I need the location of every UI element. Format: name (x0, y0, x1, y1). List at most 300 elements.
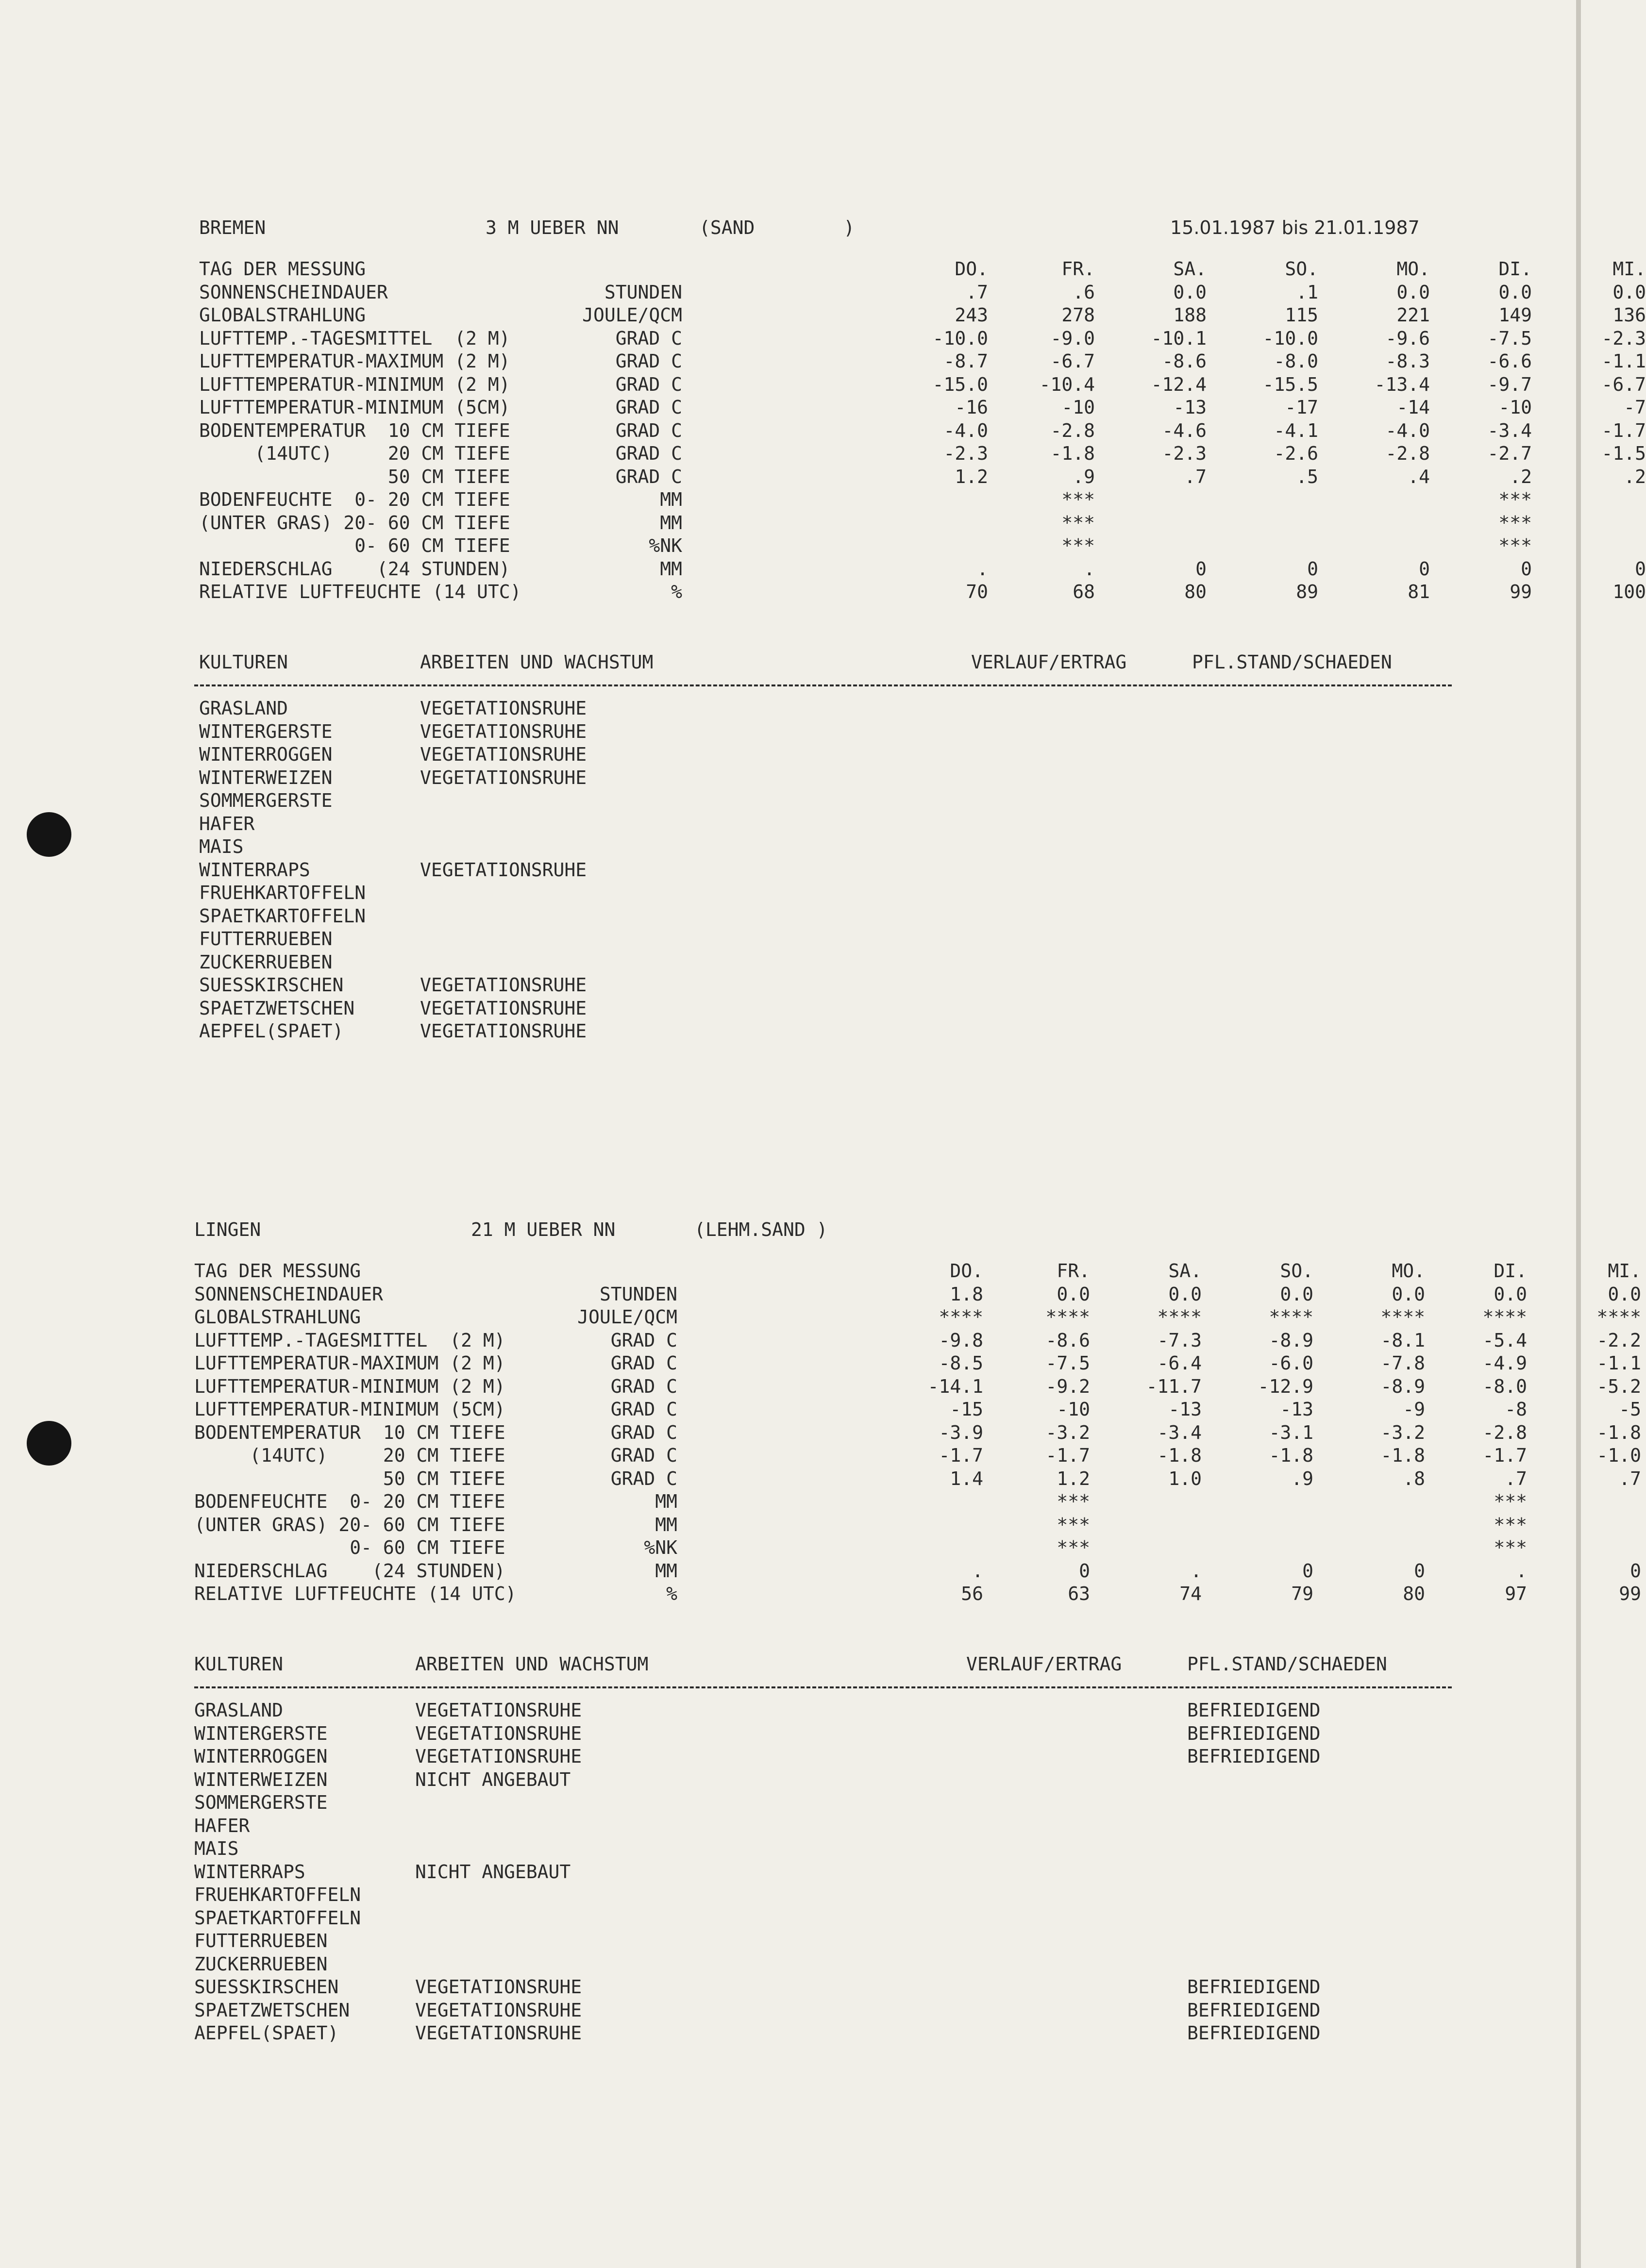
cell-value: -8.6 (1162, 350, 1207, 372)
row-unit: GRAD C (610, 1375, 677, 1397)
cell-value: -6.7 (1601, 373, 1646, 395)
cell-value: -2.3 (943, 443, 988, 464)
crop-work: VEGETATIONSRUHE (415, 1722, 582, 1744)
cell-value: . (972, 1560, 983, 1582)
cell-value: -1.8 (1050, 443, 1095, 464)
crop-name: FRUEHKARTOFFELN (194, 1884, 361, 1905)
cell-value: .1 (1296, 281, 1318, 303)
row-unit: GRAD C (615, 350, 682, 372)
cell-value: 0.0 (1280, 1283, 1313, 1305)
cell-value: -10.1 (1151, 327, 1207, 349)
cell-value: -1.7 (1601, 419, 1646, 441)
cell-value: *** (1498, 512, 1532, 534)
row-unit: %NK (649, 535, 682, 556)
cell-value: FR. (1057, 1260, 1090, 1282)
cell-value: MI. (1608, 1260, 1641, 1282)
crop-work: VEGETATIONSRUHE (420, 698, 587, 719)
cell-value: 0.0 (1612, 281, 1646, 303)
cell-value: -7.5 (1045, 1352, 1090, 1374)
cell-value: *** (1057, 1491, 1090, 1512)
crop-name: WINTERWEIZEN (194, 1768, 328, 1790)
row-label: (14UTC) 20 CM TIEFE (199, 443, 510, 464)
cell-value: -9 (1403, 1399, 1425, 1420)
cell-value: 0.0 (1494, 1283, 1527, 1305)
cell-value: 115 (1285, 304, 1318, 326)
cell-value: -3.2 (1380, 1421, 1425, 1443)
cell-value: 1.2 (955, 466, 988, 487)
cell-value: 0 (1414, 1560, 1425, 1582)
cell-value: *** (1057, 1537, 1090, 1558)
crop-work: VEGETATIONSRUHE (420, 1020, 587, 1042)
row-unit: GRAD C (610, 1399, 677, 1420)
cell-value: 99 (1619, 1583, 1641, 1604)
cell-value: FR. (1061, 258, 1095, 280)
cell-value: 89 (1296, 581, 1318, 602)
cell-value: .7 (966, 281, 988, 303)
row-label: LUFTTEMP.-TAGESMITTEL (2 M) (194, 1329, 505, 1351)
cell-value: -3.4 (1487, 419, 1532, 441)
cell-value: -9.7 (1487, 373, 1532, 395)
cell-value: 136 (1612, 304, 1646, 326)
cell-value: -1.8 (1596, 1421, 1641, 1443)
row-unit: MM (655, 1514, 677, 1535)
crop-work: NICHT ANGEBAUT (415, 1768, 571, 1790)
cell-value: SO. (1285, 258, 1318, 280)
crop-state: BEFRIEDIGEND (1187, 1999, 1321, 2021)
crop-name: WINTERRAPS (199, 859, 310, 881)
cell-value: *** (1494, 1491, 1527, 1512)
crop-name: WINTERGERSTE (194, 1722, 328, 1744)
crop-name: SUESSKIRSCHEN (199, 974, 344, 996)
cell-value: 0 (1302, 1560, 1313, 1582)
cell-value: 221 (1396, 304, 1430, 326)
cell-value: .2 (1510, 466, 1532, 487)
cell-value: -13.4 (1374, 373, 1430, 395)
cell-value: -8.9 (1269, 1329, 1313, 1351)
cell-value: -3.9 (939, 1421, 983, 1443)
cell-value: -15 (950, 1399, 983, 1420)
row-unit: MM (660, 489, 682, 510)
row-label: (UNTER GRAS) 20- 60 CM TIEFE (199, 512, 510, 534)
cell-value: **** (1157, 1306, 1202, 1328)
crop-name: SOMMERGERSTE (199, 790, 333, 811)
cell-value: -2.6 (1274, 443, 1318, 464)
cell-value: -2.8 (1050, 419, 1095, 441)
cell-value: *** (1498, 489, 1532, 510)
cell-value: MI. (1612, 258, 1646, 280)
row-unit: GRAD C (610, 1468, 677, 1489)
crop-work: VEGETATIONSRUHE (420, 744, 587, 765)
crop-name: WINTERRAPS (194, 1861, 305, 1883)
row-label: LUFTTEMPERATUR-MINIMUM (2 M) (194, 1375, 505, 1397)
cell-value: 0.0 (1057, 1283, 1090, 1305)
row-label: NIEDERSCHLAG (24 STUNDEN) (194, 1560, 505, 1582)
row-label: (UNTER GRAS) 20- 60 CM TIEFE (194, 1514, 505, 1535)
crop-name: FUTTERRUEBEN (194, 1930, 328, 1951)
crop-work: VEGETATIONSRUHE (420, 997, 587, 1019)
date-range: 15.01.1987 bis 21.01.1987 (1170, 217, 1420, 238)
cell-value: -6.6 (1487, 350, 1532, 372)
crops-divider (194, 1686, 1452, 1688)
cell-value: -6.4 (1157, 1352, 1202, 1374)
crop-work: VEGETATIONSRUHE (420, 859, 587, 881)
cell-value: -9.6 (1385, 327, 1430, 349)
cell-value: . (1084, 558, 1095, 580)
crop-name: MAIS (194, 1838, 239, 1859)
row-unit: GRAD C (615, 466, 682, 487)
cell-value: -14.1 (927, 1375, 983, 1397)
row-unit: GRAD C (615, 419, 682, 441)
crop-name: SPAETZWETSCHEN (199, 997, 355, 1019)
crop-name: SPAETKARTOFFELN (199, 905, 366, 927)
cell-value: *** (1498, 535, 1532, 556)
cell-value: -10 (1057, 1399, 1090, 1420)
cell-value: .6 (1073, 281, 1095, 303)
station-name: BREMEN (199, 217, 266, 238)
cell-value: -4.6 (1162, 419, 1207, 441)
crop-name: MAIS (199, 836, 244, 857)
cell-value: -8.1 (1380, 1329, 1425, 1351)
station-name: LINGEN (194, 1219, 261, 1240)
crop-work: VEGETATIONSRUHE (415, 1976, 582, 1998)
cell-value: -7.3 (1157, 1329, 1202, 1351)
crop-name: SOMMERGERSTE (194, 1792, 328, 1813)
cell-value: 0.0 (1608, 1283, 1641, 1305)
crop-name: FUTTERRUEBEN (199, 928, 333, 950)
row-label: NIEDERSCHLAG (24 STUNDEN) (199, 558, 510, 580)
row-label: RELATIVE LUFTFEUCHTE (14 UTC) (194, 1583, 517, 1604)
row-unit: JOULE/QCM (577, 1306, 677, 1328)
row-label: LUFTTEMPERATUR-MINIMUM (2 M) (199, 373, 510, 395)
cell-value: -16 (955, 397, 988, 418)
row-unit: GRAD C (610, 1445, 677, 1466)
cell-value: . (1191, 1560, 1202, 1582)
row-unit: MM (660, 512, 682, 534)
cell-value: 63 (1068, 1583, 1090, 1604)
cell-value: **** (1380, 1306, 1425, 1328)
row-label: GLOBALSTRAHLUNG (199, 304, 366, 326)
cell-value: -9.2 (1045, 1375, 1090, 1397)
row-unit: MM (655, 1560, 677, 1582)
cell-value: **** (1045, 1306, 1090, 1328)
cell-value: **** (1269, 1306, 1313, 1328)
cell-value: **** (1596, 1306, 1641, 1328)
cell-value: -4.0 (943, 419, 988, 441)
cell-value: -3.2 (1045, 1421, 1090, 1443)
cell-value: -8.6 (1045, 1329, 1090, 1351)
cell-value: -4.0 (1385, 419, 1430, 441)
row-unit: % (666, 1583, 677, 1604)
cell-value: -1.7 (1045, 1445, 1090, 1466)
crop-state: BEFRIEDIGEND (1187, 1746, 1321, 1767)
row-unit: MM (655, 1491, 677, 1512)
cell-value: 0.0 (1392, 1283, 1425, 1305)
crop-name: WINTERGERSTE (199, 720, 333, 742)
cell-value: -10 (1498, 397, 1532, 418)
row-label: LUFTTEMPERATUR-MAXIMUM (2 M) (199, 350, 510, 372)
cell-value: -1.8 (1157, 1445, 1202, 1466)
row-unit: GRAD C (610, 1421, 677, 1443)
cell-value: 188 (1173, 304, 1207, 326)
station-soil: (LEHM.SAND ) (694, 1219, 828, 1240)
row-label: 50 CM TIEFE (199, 466, 510, 487)
row-label: BODENTEMPERATUR 10 CM TIEFE (194, 1421, 505, 1443)
cell-value: -1.8 (1380, 1445, 1425, 1466)
crop-name: GRASLAND (199, 698, 288, 719)
cell-value: 1.8 (950, 1283, 983, 1305)
cell-value: -8.0 (1274, 350, 1318, 372)
row-label: GLOBALSTRAHLUNG (194, 1306, 361, 1328)
cell-value: -2.8 (1482, 1421, 1527, 1443)
cell-value: DI. (1498, 258, 1532, 280)
row-unit: % (671, 581, 682, 602)
station-soil: (SAND ) (699, 217, 855, 238)
cell-value: -2.7 (1487, 443, 1532, 464)
cell-value: 0 (1195, 558, 1207, 580)
cell-value: 243 (955, 304, 988, 326)
row-unit: %NK (644, 1537, 677, 1558)
cell-value: -10.0 (1262, 327, 1318, 349)
cell-value: 70 (966, 581, 988, 602)
cell-value: -7.5 (1487, 327, 1532, 349)
cell-value: . (1516, 1560, 1527, 1582)
cell-value: . (977, 558, 988, 580)
cell-value: -2.2 (1596, 1329, 1641, 1351)
cell-value: .4 (1408, 466, 1430, 487)
cell-value: 100 (1612, 581, 1646, 602)
row-label: LUFTTEMPERATUR-MINIMUM (5CM) (199, 397, 510, 418)
cell-value: -8.9 (1380, 1375, 1425, 1397)
cell-value: 278 (1061, 304, 1095, 326)
crops-header-col1: KULTUREN (199, 651, 288, 673)
cell-value: .5 (1296, 466, 1318, 487)
cell-value: 80 (1184, 581, 1207, 602)
cell-value: **** (939, 1306, 983, 1328)
cell-value: DO. (955, 258, 988, 280)
cell-value: 0 (1307, 558, 1318, 580)
cell-value: 80 (1403, 1583, 1425, 1604)
cell-value: MO. (1396, 258, 1430, 280)
cell-value: -1.7 (939, 1445, 983, 1466)
row-unit: MM (660, 558, 682, 580)
crops-header-col3: VERLAUF/ERTRAG (966, 1653, 1122, 1675)
cell-value: -3.1 (1269, 1421, 1313, 1443)
row-label: LUFTTEMPERATUR-MINIMUM (5CM) (194, 1399, 505, 1420)
cell-value: -10.0 (932, 327, 988, 349)
cell-value: -5 (1619, 1399, 1641, 1420)
cell-value: -15.0 (932, 373, 988, 395)
row-label: 50 CM TIEFE (194, 1468, 505, 1489)
cell-value: -1.7 (1482, 1445, 1527, 1466)
cell-value: -6.0 (1269, 1352, 1313, 1374)
crop-work: NICHT ANGEBAUT (415, 1861, 571, 1883)
row-label: BODENFEUCHTE 0- 20 CM TIEFE (194, 1491, 505, 1512)
cell-value: *** (1061, 489, 1095, 510)
cell-value: 0.0 (1173, 281, 1207, 303)
row-label: TAG DER MESSUNG (199, 258, 366, 280)
cell-value: 1.0 (1168, 1468, 1202, 1489)
cell-value: 99 (1510, 581, 1532, 602)
row-label: 0- 60 CM TIEFE (194, 1537, 505, 1558)
cell-value: 74 (1179, 1583, 1202, 1604)
cell-value: -2.3 (1162, 443, 1207, 464)
cell-value: .8 (1403, 1468, 1425, 1489)
cell-value: -4.1 (1274, 419, 1318, 441)
crop-work: VEGETATIONSRUHE (420, 974, 587, 996)
crop-name: HAFER (194, 1815, 250, 1836)
cell-value: MO. (1392, 1260, 1425, 1282)
crop-name: WINTERROGGEN (199, 744, 333, 765)
cell-value: -14 (1396, 397, 1430, 418)
cell-value: -15.5 (1262, 373, 1318, 395)
cell-value: -12.4 (1151, 373, 1207, 395)
row-label: LUFTTEMPERATUR-MAXIMUM (2 M) (194, 1352, 505, 1374)
cell-value: DO. (950, 1260, 983, 1282)
cell-value: -13 (1168, 1399, 1202, 1420)
cell-value: *** (1494, 1514, 1527, 1535)
crops-header-col2: ARBEITEN UND WACHSTUM (420, 651, 654, 673)
crop-name: GRASLAND (194, 1700, 284, 1721)
cell-value: -8.0 (1482, 1375, 1527, 1397)
cell-value: SA. (1168, 1260, 1202, 1282)
row-label: (14UTC) 20 CM TIEFE (194, 1445, 505, 1466)
cell-value: -1.5 (1601, 443, 1646, 464)
cell-value: -4.9 (1482, 1352, 1527, 1374)
cell-value: -17 (1285, 397, 1318, 418)
cell-value: -1.1 (1601, 350, 1646, 372)
cell-value: .7 (1184, 466, 1207, 487)
punch-hole-bottom (27, 1421, 71, 1466)
row-label: SONNENSCHEINDAUER (199, 281, 388, 303)
row-label: RELATIVE LUFTFEUCHTE (14 UTC) (199, 581, 521, 602)
row-unit: GRAD C (615, 443, 682, 464)
crop-name: HAFER (199, 813, 255, 834)
row-unit: JOULE/QCM (582, 304, 682, 326)
row-unit: GRAD C (610, 1352, 677, 1374)
cell-value: 56 (961, 1583, 983, 1604)
cell-value: 79 (1291, 1583, 1313, 1604)
cell-value: .7 (1505, 1468, 1527, 1489)
crops-header-col2: ARBEITEN UND WACHSTUM (415, 1653, 649, 1675)
cell-value: -2.3 (1601, 327, 1646, 349)
crops-divider (194, 684, 1452, 686)
cell-value: 97 (1505, 1583, 1527, 1604)
crop-work: VEGETATIONSRUHE (420, 720, 587, 742)
row-unit: GRAD C (610, 1329, 677, 1351)
cell-value: -3.4 (1157, 1421, 1202, 1443)
cell-value: -13 (1173, 397, 1207, 418)
row-label: TAG DER MESSUNG (194, 1260, 361, 1282)
row-unit: GRAD C (615, 373, 682, 395)
row-label: 0- 60 CM TIEFE (199, 535, 510, 556)
row-unit: GRAD C (615, 397, 682, 418)
cell-value: *** (1061, 535, 1095, 556)
row-label: LUFTTEMP.-TAGESMITTEL (2 M) (199, 327, 510, 349)
crop-name: SUESSKIRSCHEN (194, 1976, 339, 1998)
crop-name: WINTERWEIZEN (199, 767, 333, 788)
crop-name: SPAETKARTOFFELN (194, 1907, 361, 1929)
cell-value: -9.0 (1050, 327, 1095, 349)
crop-name: WINTERROGGEN (194, 1746, 328, 1767)
cell-value: .9 (1291, 1468, 1313, 1489)
crop-name: AEPFEL(SPAET) (199, 1020, 344, 1042)
crops-header-col1: KULTUREN (194, 1653, 284, 1675)
crop-name: FRUEHKARTOFFELN (199, 882, 366, 903)
cell-value: 0 (1630, 1560, 1641, 1582)
cell-value: DI. (1494, 1260, 1527, 1282)
row-label: BODENTEMPERATUR 10 CM TIEFE (199, 419, 510, 441)
crop-state: BEFRIEDIGEND (1187, 1722, 1321, 1744)
cell-value: -7.8 (1380, 1352, 1425, 1374)
cell-value: 81 (1408, 581, 1430, 602)
crop-name: AEPFEL(SPAET) (194, 2022, 339, 2044)
cell-value: *** (1061, 512, 1095, 534)
cell-value: 0.0 (1396, 281, 1430, 303)
crop-work: VEGETATIONSRUHE (420, 767, 587, 788)
cell-value: 0 (1419, 558, 1430, 580)
cell-value: SA. (1173, 258, 1207, 280)
cell-value: -8.3 (1385, 350, 1430, 372)
cell-value: *** (1057, 1514, 1090, 1535)
station-elevation: 21 M UEBER NN (471, 1219, 616, 1240)
row-label: SONNENSCHEINDAUER (194, 1283, 383, 1305)
row-label: BODENFEUCHTE 0- 20 CM TIEFE (199, 489, 510, 510)
crop-work: VEGETATIONSRUHE (415, 2022, 582, 2044)
cell-value: -8.7 (943, 350, 988, 372)
cell-value: 0.0 (1498, 281, 1532, 303)
cell-value: -12.9 (1258, 1375, 1313, 1397)
crop-work: VEGETATIONSRUHE (415, 1700, 582, 1721)
cell-value: 0 (1521, 558, 1532, 580)
row-unit: STUNDEN (604, 281, 682, 303)
cell-value: -10.4 (1039, 373, 1095, 395)
cell-value: *** (1494, 1537, 1527, 1558)
cell-value: -8.5 (939, 1352, 983, 1374)
cell-value: 0 (1079, 1560, 1090, 1582)
cell-value: 1.2 (1057, 1468, 1090, 1489)
row-unit: GRAD C (615, 327, 682, 349)
cell-value: .2 (1624, 466, 1646, 487)
crop-work: VEGETATIONSRUHE (415, 1746, 582, 1767)
cell-value: **** (1482, 1306, 1527, 1328)
cell-value: 1.4 (950, 1468, 983, 1489)
crops-header-col3: VERLAUF/ERTRAG (971, 651, 1127, 673)
crop-name: ZUCKERRUEBEN (199, 951, 333, 973)
cell-value: -1.1 (1596, 1352, 1641, 1374)
cell-value: -10 (1061, 397, 1095, 418)
row-unit: STUNDEN (599, 1283, 677, 1305)
station-elevation: 3 M UEBER NN (486, 217, 619, 238)
cell-value: -1.0 (1596, 1445, 1641, 1466)
cell-value: -8 (1505, 1399, 1527, 1420)
cell-value: 0.0 (1168, 1283, 1202, 1305)
cell-value: .9 (1073, 466, 1095, 487)
cell-value: 68 (1073, 581, 1095, 602)
cell-value: -13 (1280, 1399, 1313, 1420)
punch-hole-top (27, 812, 71, 857)
cell-value: -9.8 (939, 1329, 983, 1351)
cell-value: 0 (1635, 558, 1646, 580)
cell-value: -7 (1624, 397, 1646, 418)
cell-value: -2.8 (1385, 443, 1430, 464)
crop-name: SPAETZWETSCHEN (194, 1999, 350, 2021)
crop-state: BEFRIEDIGEND (1187, 1700, 1321, 1721)
cell-value: -1.8 (1269, 1445, 1313, 1466)
cell-value: -5.4 (1482, 1329, 1527, 1351)
cell-value: -11.7 (1146, 1375, 1202, 1397)
cell-value: SO. (1280, 1260, 1313, 1282)
crop-work: VEGETATIONSRUHE (415, 1999, 582, 2021)
